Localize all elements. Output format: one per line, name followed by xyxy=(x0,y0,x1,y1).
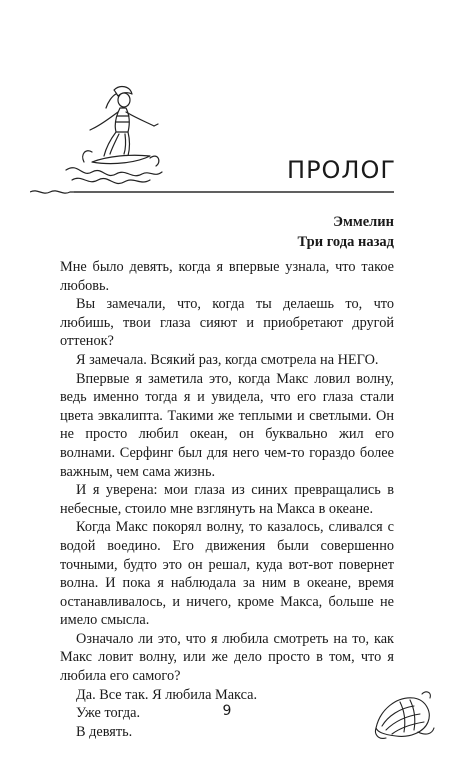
paragraph: Я замечала. Всякий раз, когда смотрела на НЕГО. xyxy=(76,351,379,368)
seashell-illustration xyxy=(370,688,436,744)
paragraph: И я уверена: мои глаза из синих превращались в небесные, стоило мне взглянуть на Макса в океане. xyxy=(60,482,394,517)
time-label: Три года назад xyxy=(297,234,394,250)
paragraph: Означало ли это, что я любила смотреть на то, как Макс ловит волну, или же дело просто в том, что я любила его самого? xyxy=(60,630,394,685)
paragraph: Да. Все так. Я любила Макса. xyxy=(76,686,258,703)
paragraph: Уже тогда. xyxy=(76,705,141,722)
page-number: 9 xyxy=(222,703,232,719)
paragraph: В девять. xyxy=(76,723,133,740)
chapter-title: ПРОЛОГ xyxy=(287,156,396,184)
chapter-body xyxy=(60,258,394,741)
wave-divider-line xyxy=(30,178,394,202)
paragraph: Мне было девять, когда я впервые узнала, что такое любовь. xyxy=(60,259,394,294)
pov-header xyxy=(298,212,394,252)
paragraph: Впервые я заметила это, когда Макс ловил волну, ведь именно тогда я и увидела, что его глаза стали цвета эвкалипта. Такими же теплыми и светлыми. Он не просто любил океан, он буквально жил его волнами. Серфинг был для него чем-то гораздо более важным, чем сама жизнь. xyxy=(60,370,394,480)
paragraph: Когда Макс покорял волну, то казалось, сливался с водой воедино. Его движения были совершенно точными, будто это он решал, куда вот-вот повернет волна. И пока я наблюдала за ним в океане, время останавливалось, и ничего, кроме Макса, больше не имело смысла. xyxy=(60,519,394,629)
paragraph: Вы замечали, что, когда ты делаешь то, что любишь, твои глаза сияют и приобретают другой оттенок? xyxy=(60,296,394,350)
pov-name: Эммелин xyxy=(333,214,394,230)
